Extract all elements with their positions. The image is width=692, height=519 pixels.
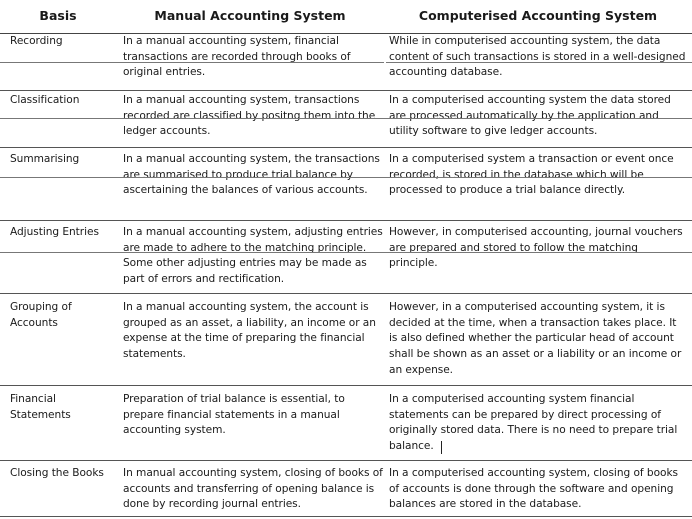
row-basis: Financial Statements	[10, 393, 71, 421]
row-divider	[0, 147, 692, 148]
row-basis: Grouping of Accounts	[10, 301, 72, 329]
row-manual: Preparation of trial balance is essential, to prepare financial statements in a manual accounting system.	[123, 393, 345, 437]
scan-line-artifact	[0, 177, 692, 178]
row-computerised: However, in a computerised accounting system, it is decided at the time, when a transaction takes place. It is also defined whether the particular head of account shall be shown as an asset or a liability or an income or an expense.	[389, 301, 682, 376]
row-basis: Summarising	[10, 153, 80, 165]
scan-line-artifact	[0, 252, 692, 253]
row-computerised: In a computerised accounting system, closing of books of accounts is done through the software and opening balances are stored in the database.	[389, 467, 679, 511]
row-divider	[0, 460, 692, 461]
row-computerised: In a computerised system a transaction or event once recorded, is stored in the database which will be processed to produce a trial balance directly.	[389, 153, 674, 197]
row-divider	[0, 516, 692, 517]
row-divider	[0, 293, 692, 294]
scan-line-artifact	[0, 62, 384, 63]
row-basis: Closing the Books	[10, 467, 104, 479]
row-manual: In a manual accounting system, transactions recorded are classified by positng them into the ledger accounts.	[123, 94, 376, 138]
scan-line-artifact	[386, 62, 692, 63]
scan-line-artifact	[0, 118, 692, 119]
row-divider	[0, 220, 692, 221]
row-basis: Adjusting Entries	[10, 226, 99, 238]
header-computerised-accounting: Computerised Accounting System	[418, 8, 658, 23]
row-computerised: In a computerised accounting system financial statements can be prepared by direct processing of originally stored data. There is no need to prepare trial balance.	[389, 393, 678, 453]
row-computerised: However, in computerised accounting, journal vouchers are prepared and stored to follow the matching principle.	[389, 226, 683, 270]
row-basis: Recording	[10, 35, 63, 47]
row-computerised: In a computerised accounting system the data stored are processed automatically by the application and utility software to give ledger accounts.	[389, 94, 671, 138]
header-manual-accounting: Manual Accounting System	[154, 8, 346, 23]
row-manual: In a manual accounting system, adjusting entries are made to adhere to the matching principle. Some other adjusting entries may be made as part of errors and rectification.	[123, 226, 383, 286]
row-divider	[0, 90, 692, 91]
text-cursor	[441, 441, 442, 454]
row-manual: In a manual accounting system, the transactions are summarised to produce trial balance by ascertaining the balances of various accounts.	[123, 153, 380, 197]
header-basis: Basis	[39, 8, 77, 23]
row-basis: Classification	[10, 94, 80, 106]
row-computerised: While in computerised accounting system, the data content of such transactions is stored in a well-designed accounting database.	[389, 35, 686, 79]
row-manual: In manual accounting system, closing of books of accounts and transferring of opening balance is done by recording journal entries.	[123, 467, 383, 511]
row-divider	[0, 385, 692, 386]
row-manual: In a manual accounting system, the account is grouped as an asset, a liability, an income or an expense at the time of preparing the financial statements.	[123, 301, 376, 361]
row-manual: In a manual accounting system, financial transactions are recorded through books of original entries.	[123, 35, 351, 79]
